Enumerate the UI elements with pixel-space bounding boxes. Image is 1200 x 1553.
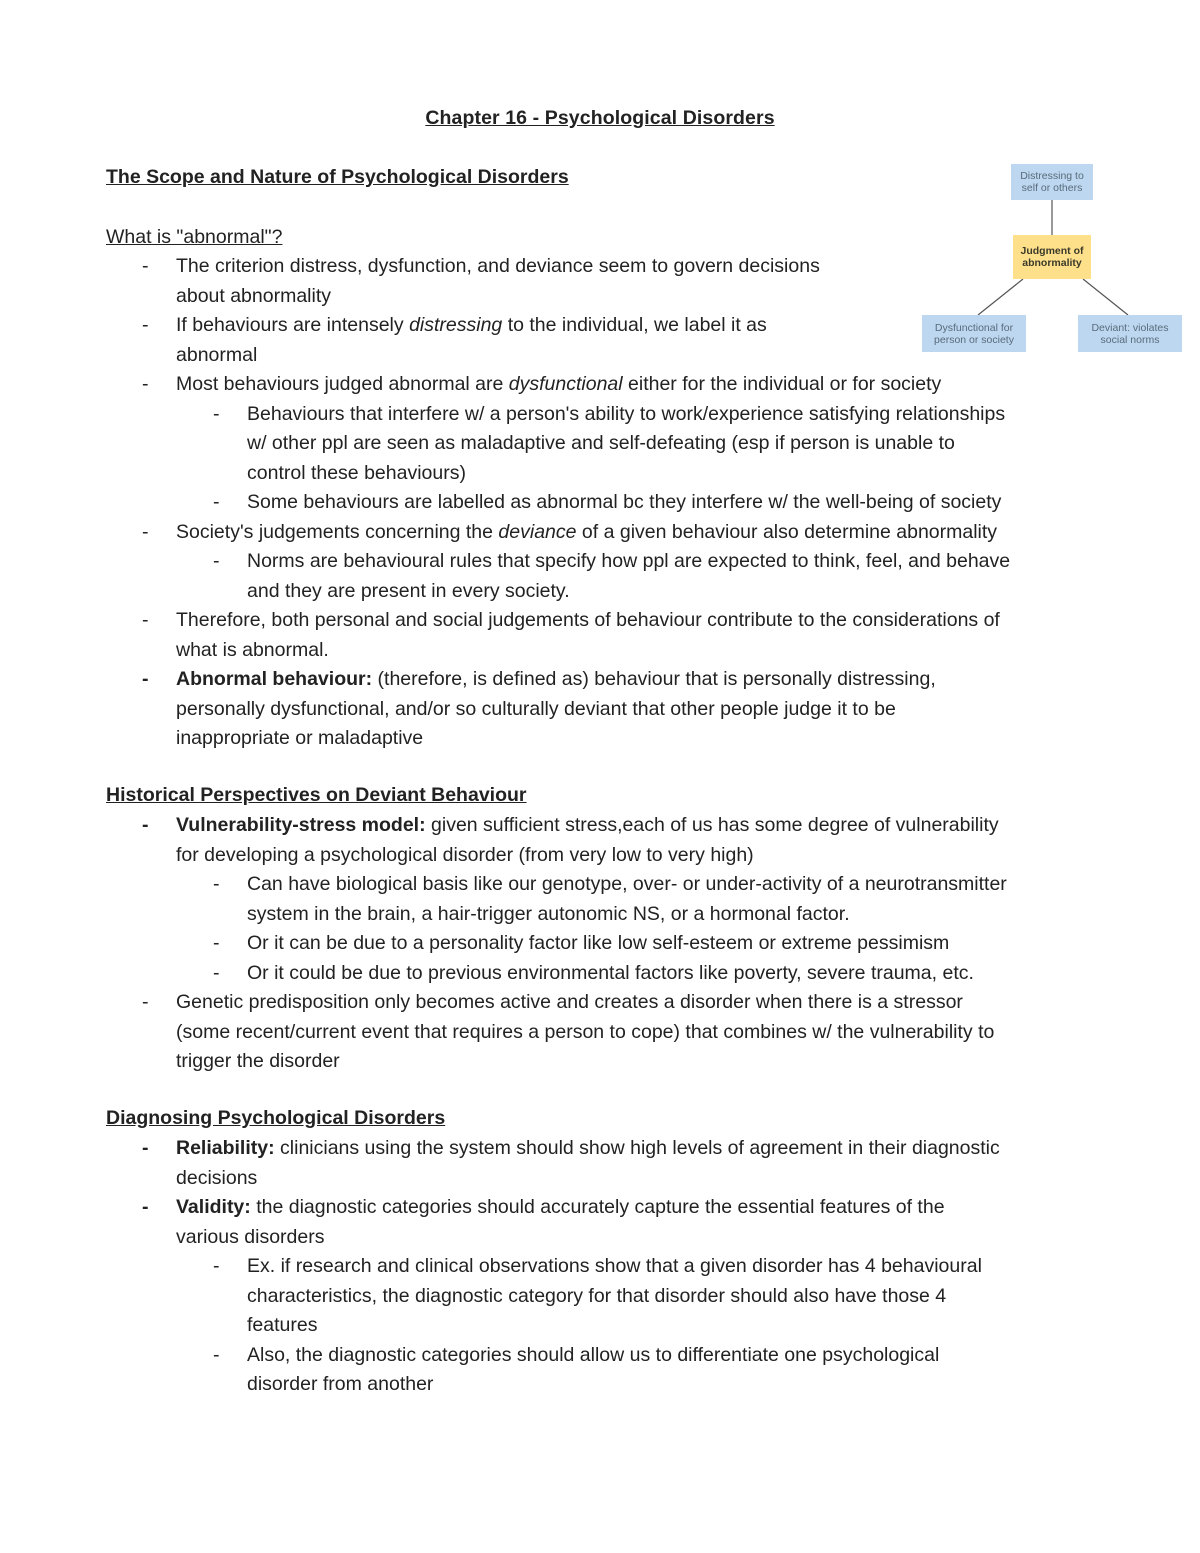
list-item-continuation [176,841,1007,871]
list-item-text: control these behaviours) [247,461,466,484]
list-item-text: w/ other ppl are seen as maladaptive and self-defeating (esp if person is unable to [247,432,955,454]
bullet-dash: - [142,1137,149,1159]
list-item-text: Therefore, both personal and social judgements of behaviour contribute to the considerations of [176,609,1000,631]
connector-right [1083,279,1128,315]
list-item-text: personally dysfunctional, and/or so culturally deviant that other people judge it to be [176,697,896,720]
list-item-continuation [176,1047,1007,1077]
list-item-text: Reliability: clinicians using the system should show high levels of agreement in their diagnostic [176,1137,1000,1159]
list-item-continuation [247,1311,1000,1341]
list-item-continuation [247,429,1010,459]
term-label: Validity: [176,1196,251,1218]
bullet-dash: - [213,932,220,954]
list-item-text: about abnormality [176,284,332,307]
bullet-dash: - [142,814,149,836]
list-item [142,311,1010,341]
list-item-continuation [247,900,1007,930]
section-heading-historical: Historical Perspectives on Deviant Behaviour [106,784,527,806]
list-item-continuation [176,1164,1000,1194]
list-item-text: inappropriate or maladaptive [176,727,424,749]
term-label: Vulnerability-stress model: [176,814,426,836]
list-item-continuation [247,1370,1000,1400]
list-item [213,870,1007,900]
list-item-continuation [247,459,1010,489]
list-section-diagnosing [0,1134,1000,1400]
list-item [213,1341,1000,1371]
list-item-text: Or it could be due to previous environmental factors like poverty, severe trauma, etc. [247,961,974,984]
emphasis-term: dysfunctional [508,373,623,395]
list-item-continuation [176,282,1010,312]
list-item-text: Genetic predisposition only becomes active and creates a disorder when there is a stressor [176,991,963,1013]
diagram-box-distressing: Distressing to self or others [1011,164,1093,200]
list-item-text: system in the brain, a hair-trigger autonomic NS, or a hormonal factor. [247,902,850,925]
list-item [213,488,1010,518]
list-item-text: Norms are behavioural rules that specify how ppl are expected to think, feel, and behave [247,550,1011,572]
section-heading-scope: The Scope and Nature of Psychological Disorders [106,166,569,188]
term-label: Abnormal behaviour: [176,668,373,690]
list-item-text: trigger the disorder [176,1050,340,1072]
list-item [142,1193,1000,1223]
list-item-text: disorder from another [247,1373,434,1395]
list-item-text: decisions [176,1166,258,1189]
list-item-text: features [247,1314,318,1336]
list-item [142,1134,1000,1164]
diagram-box-dysfunctional: Dysfunctional for person or society [922,315,1026,352]
list-item-text: Abnormal behaviour: (therefore, is defined as) behaviour that is personally distressing, [176,668,936,690]
list-item-text: Can have biological basis like our genotype, over- or under-activity of a neurotransmitter [247,873,1007,895]
bullet-dash: - [142,609,149,631]
list-item-text: what is abnormal. [176,638,329,661]
list-item [142,606,1010,636]
emphasis-term: deviance [498,520,577,543]
bullet-dash: - [142,314,149,336]
section-heading-diagnosing: Diagnosing Psychological Disorders [106,1107,446,1129]
connector-left [978,279,1023,315]
page-title: Chapter 16 - Psychological Disorders [425,107,775,129]
list-item [142,811,1007,841]
bullet-dash: - [213,1343,220,1366]
bullet-dash: - [142,255,149,277]
list-item-continuation [247,577,1010,607]
list-item-text: Or it can be due to a personality factor like low self-esteem or extreme pessimism [247,932,950,954]
list-item-text: various disorders [176,1225,325,1248]
list-item-continuation [176,695,1010,725]
list-item-continuation [176,1223,1000,1253]
list-item-text: Validity: the diagnostic categories should accurately capture the essential features of the [176,1196,945,1218]
list-item-text: for developing a psychological disorder (from very low to very high) [176,843,754,866]
list-item-text: (some recent/current event that requires a person to cope) that combines w/ the vulnerability to [176,1020,995,1043]
list-item-continuation [247,1282,1000,1312]
list-section-scope [0,252,1010,754]
list-item [142,370,1010,400]
list-item [142,252,1010,282]
bullet-dash: - [213,491,220,513]
list-item-text: and they are present in every society. [247,579,570,602]
list-item-continuation [176,636,1010,666]
list-item [213,547,1011,577]
bullet-dash: - [142,991,149,1013]
bullet-dash: - [142,520,149,543]
abnormality-diagram [915,160,1195,360]
list-item-text: Vulnerability-stress model: given sufficient stress,each of us has some degree of vulnerability [176,814,999,836]
list-item-text: characteristics, the diagnostic category for that disorder should also have those 4 [247,1284,947,1307]
list-item-text: If behaviours are intensely distressing to the individual, we label it as [176,314,767,336]
list-section-historical [0,811,1007,1077]
term-label: Reliability: [176,1137,275,1159]
list-item-text: Some behaviours are labelled as abnormal bc they interfere w/ the well-being of society [247,491,1002,513]
list-item-text: Ex. if research and clinical observations show that a given disorder has 4 behavioural [247,1255,982,1277]
emphasis-term: distressing [409,314,503,336]
list-item-text: Most behaviours judged abnormal are dysfunctional either for the individual or for society [176,373,942,395]
list-item [142,518,1010,548]
list-item [213,929,1007,959]
list-item-text: abnormal [176,343,258,366]
bullet-dash: - [142,1196,149,1218]
bullet-dash: - [213,1255,220,1277]
diagram-box-judgment: Judgment of abnormality [1013,235,1091,279]
bullet-dash: - [213,961,220,984]
list-item [142,988,1007,1018]
bullet-dash: - [213,550,220,572]
list-item [142,665,1010,695]
subheading-what-is-abnormal: What is "abnormal"? [106,226,283,248]
list-item-text: Also, the diagnostic categories should allow us to differentiate one psychological [247,1343,940,1366]
list-item [213,400,1010,430]
list-item-text: Society's judgements concerning the deviance of a given behaviour also determine abnormality [176,520,998,543]
bullet-dash: - [142,668,149,690]
list-item-text: The criterion distress, dysfunction, and deviance seem to govern decisions [176,255,820,277]
diagram-box-deviant: Deviant: violates social norms [1078,315,1182,352]
list-item [213,1252,1000,1282]
bullet-dash: - [213,873,220,895]
list-item-continuation [176,724,1010,754]
list-item-text: Behaviours that interfere w/ a person's ability to work/experience satisfying relationships [247,402,1006,425]
list-item-continuation [176,1018,1007,1048]
list-item [213,959,1007,989]
list-item-continuation [176,341,1010,371]
bullet-dash: - [213,402,220,425]
bullet-dash: - [142,373,149,395]
